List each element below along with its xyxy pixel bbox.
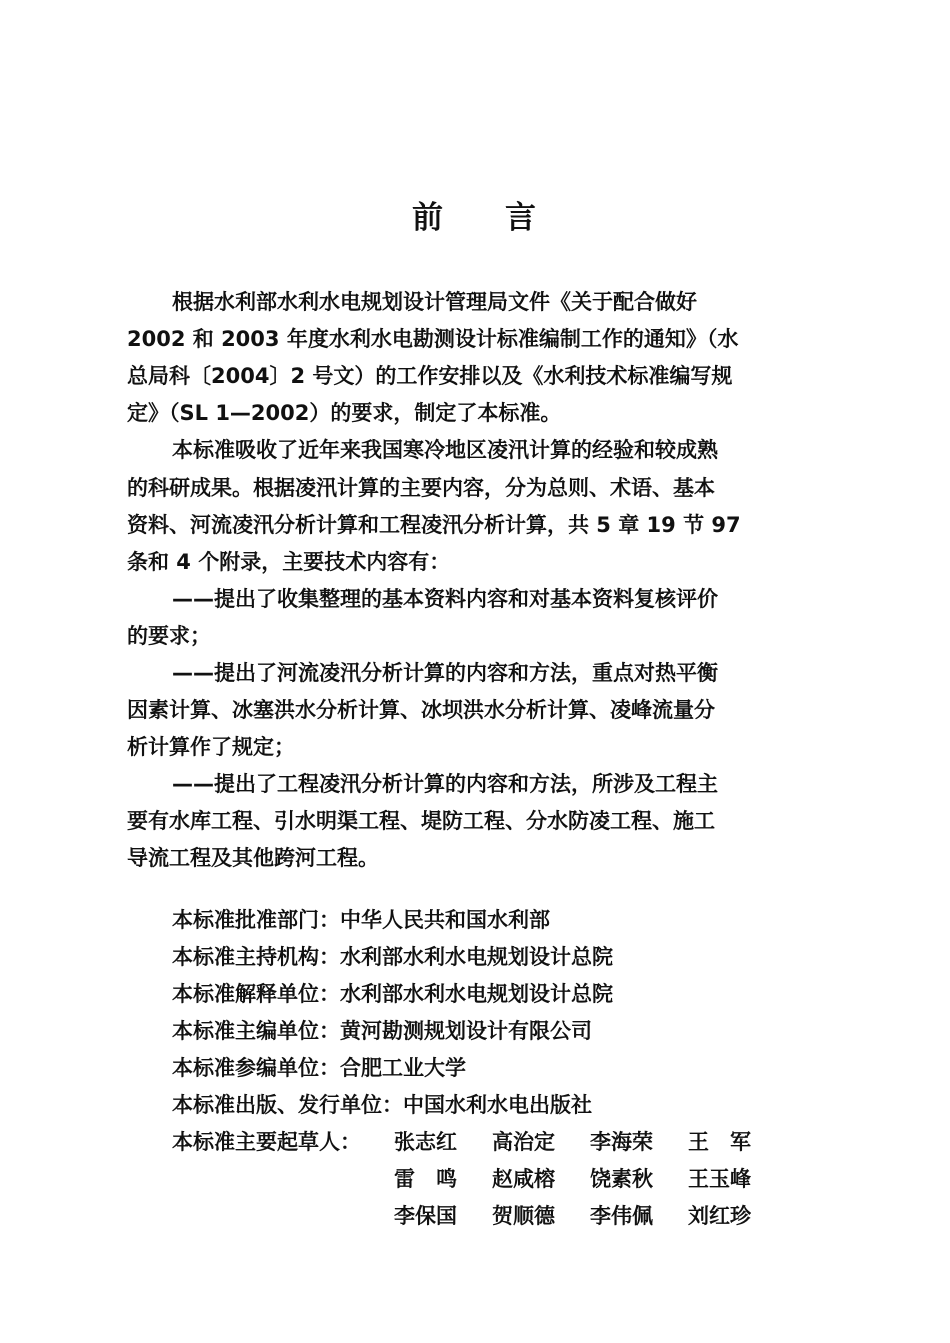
drafter-name: 贺顺德 [492,1204,555,1228]
paragraph-line: 条和 4 个附录，主要技术内容有： [127,550,451,574]
drafter-name: 李海荣 [590,1130,653,1154]
meta-label: 本标准主要起草人： [172,1130,361,1154]
meta-value: 中国水利水电出版社 [403,1093,592,1117]
drafter-name: 张志红 [394,1130,457,1154]
meta-label: 本标准出版、发行单位： [172,1093,403,1117]
paragraph-line: 导流工程及其他跨河工程。 [127,846,379,870]
paragraph-line: 因素计算、冰塞洪水分析计算、冰坝洪水分析计算、凌峰流量分 [127,698,715,722]
meta-label: 本标准参编单位： [172,1056,340,1080]
drafter-name: 刘红珍 [688,1204,751,1228]
paragraph-line: ——提出了收集整理的基本资料内容和对基本资料复核评价 [172,587,718,611]
title-char-2: 言 [505,200,538,236]
drafters-row [394,1165,751,1193]
paragraph-line: 要有水库工程、引水明渠工程、堤防工程、分水防凌工程、施工 [127,809,715,833]
meta-approval-dept [172,906,550,934]
paragraph-line: ——提出了工程凌汛分析计算的内容和方法，所涉及工程主 [172,772,718,796]
meta-host-org [172,943,613,971]
meta-value: 水利部水利水电规划设计总院 [340,945,613,969]
drafter-name: 高治定 [492,1130,555,1154]
meta-value: 黄河勘测规划设计有限公司 [340,1019,592,1043]
meta-chief-editor-unit [172,1017,592,1045]
drafter-name: 雷 鸣 [394,1167,457,1191]
meta-label: 本标准主编单位： [172,1019,340,1043]
paragraph-line: 总局科〔2004〕2 号文）的工作安排以及《水利技术标准编写规 [127,364,733,388]
drafters-row [394,1202,751,1230]
drafter-name: 李伟佩 [590,1204,653,1228]
drafter-name: 王玉峰 [688,1167,751,1191]
drafter-name: 饶素秋 [590,1167,653,1191]
meta-drafters-label [172,1128,361,1156]
title-char-1: 前 [412,200,445,236]
meta-value: 水利部水利水电规划设计总院 [340,982,613,1006]
paragraph-line: 析计算作了规定； [127,735,295,759]
drafter-name: 李保国 [394,1204,457,1228]
page-title [0,192,950,237]
meta-label: 本标准解释单位： [172,982,340,1006]
paragraph-line: ——提出了河流凌汛分析计算的内容和方法，重点对热平衡 [172,661,718,685]
paragraph-line: 的要求； [127,624,211,648]
paragraph-line: 本标准吸收了近年来我国寒冷地区凌汛计算的经验和较成熟 [172,438,718,462]
paragraph-line: 的科研成果。根据凌汛计算的主要内容，分为总则、术语、基本 [127,476,715,500]
drafter-name: 赵咸榕 [492,1167,555,1191]
drafter-name: 王 军 [688,1130,751,1154]
paragraph-line: 定》（SL 1—2002）的要求，制定了本标准。 [127,401,562,425]
meta-label: 本标准批准部门： [172,908,340,932]
paragraph-line: 资料、河流凌汛分析计算和工程凌汛分析计算，共 5 章 19 节 97 [127,513,741,537]
meta-participating-unit [172,1054,466,1082]
meta-interpretation-unit [172,980,613,1008]
meta-value: 中华人民共和国水利部 [340,908,550,932]
meta-label: 本标准主持机构： [172,945,340,969]
meta-value: 合肥工业大学 [340,1056,466,1080]
drafters-row [394,1128,751,1156]
meta-publisher [172,1091,592,1119]
paragraph-line: 根据水利部水利水电规划设计管理局文件《关于配合做好 [172,290,697,314]
paragraph-line: 2002 和 2003 年度水利水电勘测设计标准编制工作的通知》（水 [127,327,739,351]
